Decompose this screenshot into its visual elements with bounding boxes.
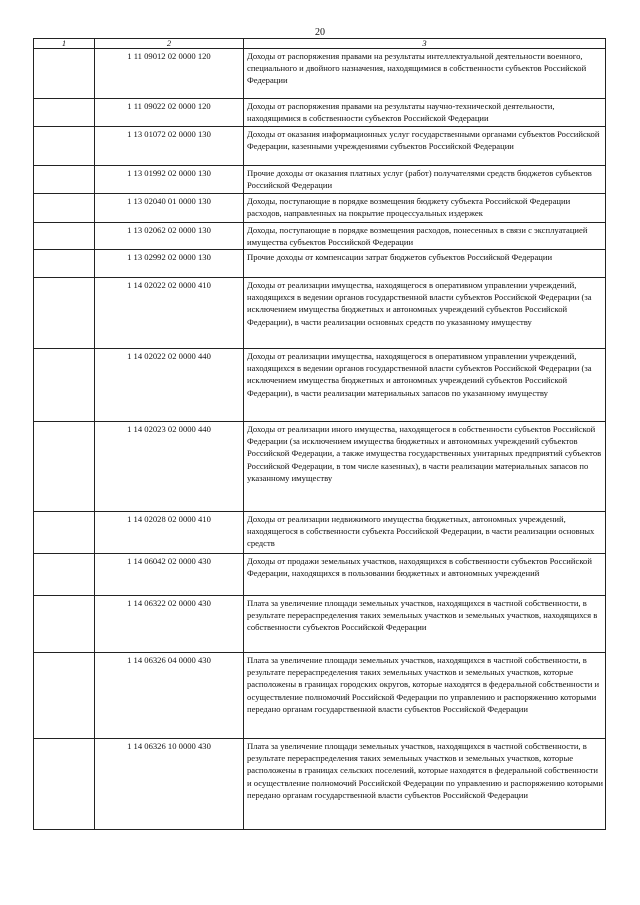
row-number-cell: [34, 653, 95, 739]
revenue-codes-table: [33, 38, 606, 830]
description-cell: Прочие доходы от компенсации затрат бюджетов субъектов Российской Федерации: [244, 250, 606, 278]
revenue-code-cell: 1 14 02023 02 0000 440: [95, 422, 244, 512]
revenue-code-cell: 1 13 01072 02 0000 130: [95, 127, 244, 166]
row-number-cell: [34, 422, 95, 512]
table-row: [34, 349, 606, 422]
row-number-cell: [34, 349, 95, 422]
revenue-code-cell: 1 14 06326 10 0000 430: [95, 739, 244, 830]
table-row: [34, 250, 606, 278]
row-number-cell: [34, 194, 95, 223]
revenue-code-cell: 1 14 02028 02 0000 410: [95, 512, 244, 554]
table-row: [34, 99, 606, 127]
row-number-cell: [34, 166, 95, 194]
revenue-code-cell: 1 14 06042 02 0000 430: [95, 554, 244, 596]
revenue-code-cell: 1 14 02022 02 0000 410: [95, 278, 244, 349]
row-number-cell: [34, 278, 95, 349]
table-header-row: [34, 39, 606, 49]
description-cell: Доходы от реализации иного имущества, находящегося в собственности субъектов Российской Федерации (за исключением имущества бюджетных и автономных учреждений субъектов Российской Федерации, а также имущества государственных унитарных предприятий субъектов Российской Федерации, в том числе казенных), в части реализации материальных запасов по указанному имуществу: [244, 422, 606, 512]
description-cell: Доходы от распоряжения правами на результаты научно-технической деятельности, находящимися в собственности субъектов Российской Федерации: [244, 99, 606, 127]
table-row: [34, 223, 606, 250]
row-number-cell: [34, 127, 95, 166]
table-row: [34, 653, 606, 739]
table-row: [34, 49, 606, 99]
table-row: [34, 166, 606, 194]
revenue-code-cell: 1 11 09022 02 0000 120: [95, 99, 244, 127]
row-number-cell: [34, 596, 95, 653]
revenue-code-cell: 1 13 02040 01 0000 130: [95, 194, 244, 223]
revenue-code-cell: 1 14 02022 02 0000 440: [95, 349, 244, 422]
revenue-code-cell: 1 14 06326 04 0000 430: [95, 653, 244, 739]
page-number: 20: [315, 27, 325, 38]
description-cell: Доходы от реализации имущества, находящегося в оперативном управлении учреждений, находящихся в ведении органов государственной власти субъектов Российской Федерации (за исключением имущества бюджетных и автономных учреждений субъектов Российской Федерации), в части реализации основных средств по указанному имуществу: [244, 278, 606, 349]
description-cell: Плата за увеличение площади земельных участков, находящихся в частной собственности, в результате перераспределения таких земельных участков и земельных участков, которые расположены в границах сельских поселений, которые находятся в федеральной собственности и осуществление полномочий Российской Федерации по управлению и распоряжению которыми передано органам государственной власти субъектов Российской Федерации: [244, 739, 606, 830]
table-row: [34, 596, 606, 653]
row-number-cell: [34, 512, 95, 554]
table-row: [34, 554, 606, 596]
row-number-cell: [34, 99, 95, 127]
table-row: [34, 127, 606, 166]
description-cell: Плата за увеличение площади земельных участков, находящихся в частной собственности, в результате перераспределения таких земельных участков и земельных участков, которые расположены в границах городских округов, которые находятся в федеральной собственности и осуществление полномочий Российской Федерации по управлению и распоряжению которыми передано органам государственной власти субъектов Российской Федерации: [244, 653, 606, 739]
description-cell: Доходы, поступающие в порядке возмещения расходов, понесенных в связи с эксплуатацией имущества субъектов Российской Федерации: [244, 223, 606, 250]
row-number-cell: [34, 739, 95, 830]
column-header-1: 1: [34, 39, 95, 49]
description-cell: Прочие доходы от оказания платных услуг (работ) получателями средств бюджетов субъектов Российской Федерации: [244, 166, 606, 194]
column-header-2: 2: [95, 39, 244, 49]
description-cell: Плата за увеличение площади земельных участков, находящихся в частной собственности, в результате перераспределения таких земельных участков и земельных участков, находящихся в собственности субъектов Российской Федерации: [244, 596, 606, 653]
description-cell: Доходы от распоряжения правами на результаты интеллектуальной деятельности военного, специального и двойного назначения, находящимися в собственности субъектов Российской Федерации: [244, 49, 606, 99]
description-cell: Доходы от реализации имущества, находящегося в оперативном управлении учреждений, находящихся в ведении органов государственной власти субъектов Российской Федерации (за исключением имущества бюджетных и автономных учреждений субъектов Российской Федерации), в части реализации материальных запасов по указанному имуществу: [244, 349, 606, 422]
description-cell: Доходы от продажи земельных участков, находящихся в собственности субъектов Российской Федерации, находящихся в пользовании бюджетных и автономных учреждений: [244, 554, 606, 596]
row-number-cell: [34, 250, 95, 278]
table-row: [34, 512, 606, 554]
description-cell: Доходы, поступающие в порядке возмещения бюджету субъекта Российской Федерации расходов, направленных на покрытие процессуальных издержек: [244, 194, 606, 223]
revenue-code-cell: 1 13 02992 02 0000 130: [95, 250, 244, 278]
revenue-code-cell: 1 13 01992 02 0000 130: [95, 166, 244, 194]
table-row: [34, 194, 606, 223]
row-number-cell: [34, 223, 95, 250]
table-row: [34, 739, 606, 830]
revenue-code-cell: 1 14 06322 02 0000 430: [95, 596, 244, 653]
description-cell: Доходы от оказания информационных услуг государственными органами субъектов Российской Федерации, казенными учреждениями субъектов Российской Федерации: [244, 127, 606, 166]
revenue-code-cell: 1 11 09012 02 0000 120: [95, 49, 244, 99]
table-row: [34, 422, 606, 512]
row-number-cell: [34, 554, 95, 596]
table-row: [34, 278, 606, 349]
column-header-3: 3: [244, 39, 606, 49]
revenue-code-cell: 1 13 02062 02 0000 130: [95, 223, 244, 250]
row-number-cell: [34, 49, 95, 99]
description-cell: Доходы от реализации недвижимого имущества бюджетных, автономных учреждений, находящегося в собственности субъекта Российской Федерации, в части реализации основных средств: [244, 512, 606, 554]
